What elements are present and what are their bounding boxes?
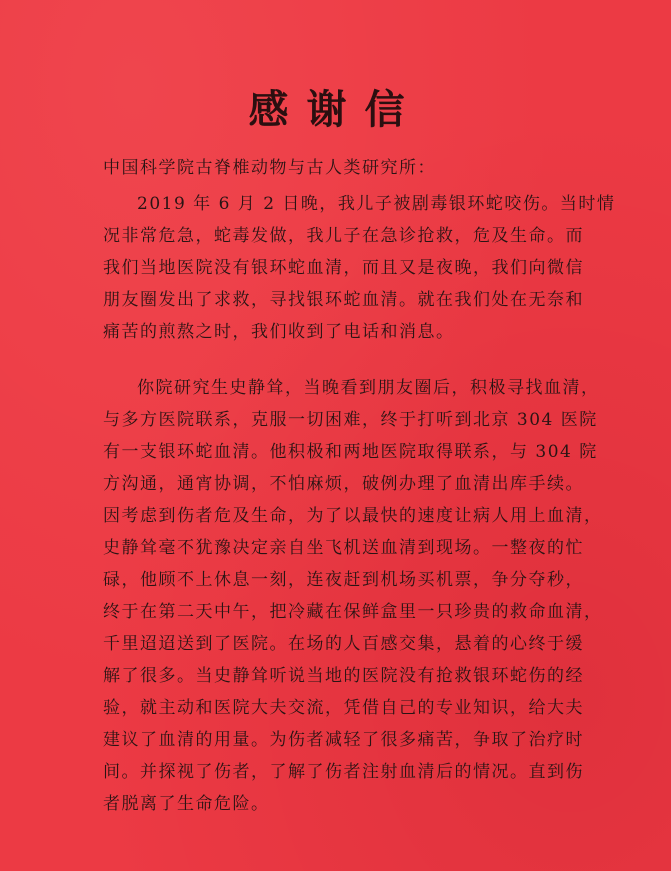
paragraph-line: 间。并探视了伤者，了解了伤者注射血清后的情况。直到伤: [103, 762, 584, 782]
paragraph-line: 有一支银环蛇血清。他积极和两地医院取得联系，与 304 院: [103, 442, 598, 462]
paragraph-line: 2019 年 6 月 2 日晚，我儿子被剧毒银环蛇咬伤。当时情: [137, 194, 616, 214]
paragraph-line: 况非常危急，蛇毒发做，我儿子在急诊抢救，危及生命。而: [103, 226, 584, 246]
paragraph-line: 千里迢迢送到了医院。在场的人百感交集，悬着的心终于缓: [103, 634, 584, 654]
paragraph-line: 痛苦的煎熬之时，我们收到了电话和消息。: [103, 322, 455, 342]
paragraph-line: 与多方医院联系，克服一切困难，终于打听到北京 304 医院: [103, 410, 598, 430]
paragraph-line: 建议了血清的用量。为伤者减轻了很多痛苦，争取了治疗时: [103, 730, 584, 750]
paragraph-line: 史静耸毫不犹豫决定亲自坐飞机送血清到现场。一整夜的忙: [103, 538, 584, 558]
paragraph-line: 我们当地医院没有银环蛇血清，而且又是夜晚，我们向微信: [103, 258, 584, 278]
paragraph-line: 碌，他顾不上休息一刻，连夜赶到机场买机票，争分夺秒，: [103, 570, 584, 590]
paragraph-line: 你院研究生史静耸，当晚看到朋友圈后，积极寻找血清，: [137, 378, 600, 398]
paragraph-2: [103, 372, 603, 820]
letter-title: 感谢信: [248, 86, 423, 133]
paragraph-line: 验，就主动和医院大夫交流，凭借自己的专业知识，给大夫: [103, 698, 584, 718]
paragraph-line: 者脱离了生命危险。: [103, 794, 270, 814]
paragraph-line: 朋友圈发出了求救，寻找银环蛇血清。就在我们处在无奈和: [103, 290, 584, 310]
paragraph-line: 方沟通，通宵协调，不怕麻烦，破例办理了血清出库手续。: [103, 474, 584, 494]
paragraph-line: 解了很多。当史静耸听说当地的医院没有抢救银环蛇伤的经: [103, 666, 584, 686]
paragraph-1: [103, 188, 616, 348]
paragraph-line: 终于在第二天中午，把冷藏在保鲜盒里一只珍贵的救命血清，: [103, 602, 603, 622]
paragraph-line: 因考虑到伤者危及生命，为了以最快的速度让病人用上血清，: [103, 506, 603, 526]
salutation: 中国科学院古脊椎动物与古人类研究所：: [103, 158, 436, 178]
